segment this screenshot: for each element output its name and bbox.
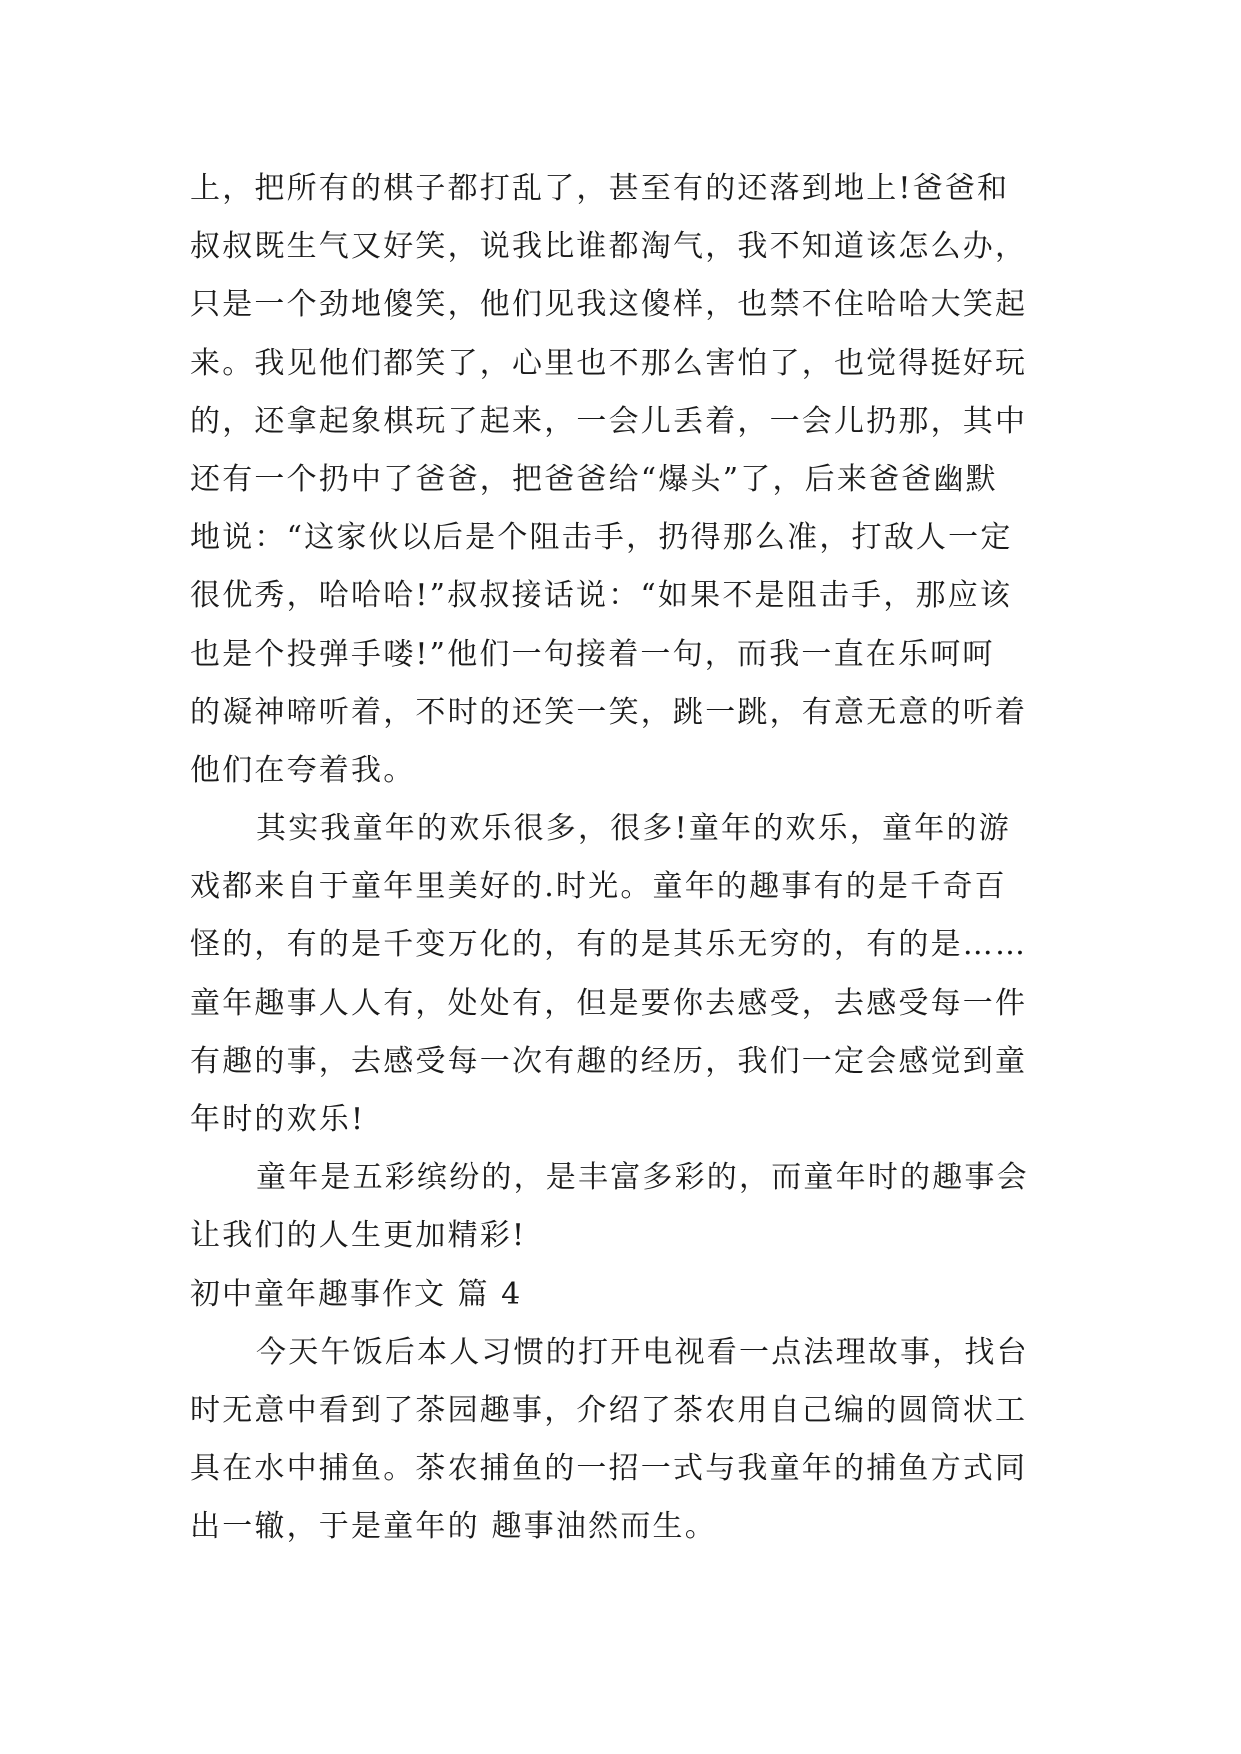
text-line: 戏都来自于童年里美好的.时光。童年的趣事有的是千奇百 — [190, 869, 1007, 905]
document-body — [190, 160, 1060, 1557]
text-line: 来。我见他们都笑了，心里也不那么害怕了，也觉得挺好玩 — [190, 345, 1028, 381]
paragraph-first-line: 今天午饭后本人习惯的打开电视看一点法理故事，找台 — [256, 1334, 1029, 1370]
text-line: 年时的欢乐! — [190, 1102, 366, 1137]
text-line: 也是个投弹手喽!”他们一句接着一句，而我一直在乐呵呵 — [190, 636, 995, 672]
text-line: 很优秀，哈哈哈!”叔叔接话说：“如果不是阻击手，那应该 — [190, 578, 1013, 614]
text-line: 具在水中捕鱼。茶农捕鱼的一招一式与我童年的捕鱼方式同 — [190, 1451, 1028, 1487]
text-line: 还有一个扔中了爸爸，把爸爸给“爆头”了，后来爸爸幽默 — [190, 461, 998, 497]
paragraph-first-line: 其实我童年的欢乐很多，很多!童年的欢乐，童年的游 — [256, 811, 1011, 847]
text-line: 有趣的事，去感受每一次有趣的经历，我们一定会感觉到童 — [190, 1043, 1028, 1079]
text-line: 出一辙，于是童年的 趣事油然而生。 — [190, 1509, 717, 1545]
text-line: 的，还拿起象棋玩了起来，一会儿丢着，一会儿扔那，其中 — [190, 403, 1028, 439]
text-line: 让我们的人生更加精彩! — [190, 1218, 527, 1254]
text-line: 童年趣事人人有，处处有，但是要你去感受，去感受每一件 — [190, 985, 1028, 1021]
text-line: 只是一个劲地傻笑，他们见我这傻样，也禁不住哈哈大笑起 — [190, 287, 1028, 323]
text-line: 地说：“这家伙以后是个阻击手，扔得那么准，打敌人一定 — [190, 520, 1013, 556]
text-line: 的凝神啼听着，不时的还笑一笑，跳一跳，有意无意的听着 — [190, 694, 1028, 730]
text-line: 时无意中看到了茶园趣事，介绍了茶农用自己编的圆筒状工 — [190, 1392, 1028, 1428]
text-line: 上，把所有的棋子都打乱了，甚至有的还落到地上!爸爸和 — [190, 171, 1010, 206]
paragraph-first-line: 童年是五彩缤纷的，是丰富多彩的，而童年时的趣事会 — [256, 1160, 1029, 1196]
text-line: 怪的，有的是千变万化的，有的是其乐无穷的，有的是…… — [190, 927, 1028, 963]
text-line: 叔叔既生气又好笑，说我比谁都淘气，我不知道该怎么办， — [190, 229, 1028, 265]
text-line: 他们在夸着我。 — [190, 752, 416, 788]
section-heading: 初中童年趣事作文 篇 4 — [190, 1276, 523, 1312]
